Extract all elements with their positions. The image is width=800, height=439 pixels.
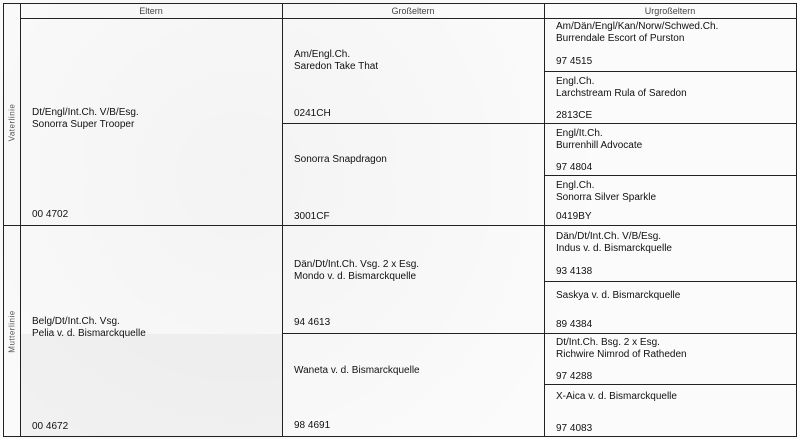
divider-sire-dam (4, 225, 796, 226)
header-eltern: Eltern (20, 4, 282, 19)
gp-reg: 0241CH (294, 108, 331, 119)
sire-titles: Dt/Engl/Int.Ch. V/B/Esg. (32, 107, 139, 118)
dam-reg: 00 4672 (32, 421, 69, 432)
divider-ggp (544, 384, 796, 385)
gp-titles: Am/Engl.Ch. (294, 49, 351, 60)
ggp-name: X-Aica v. d. Bismarckquelle (556, 391, 677, 402)
gp-reg: 98 4691 (294, 420, 331, 431)
header-grosseltern: Großeltern (282, 4, 544, 19)
ggp-name: Sonorra Silver Sparkle (556, 192, 657, 203)
gp-reg: 94 4613 (294, 317, 331, 328)
ggp-reg: 2813CE (556, 110, 593, 121)
ggp-reg: 0419BY (556, 211, 592, 222)
ggp-reg: 97 4083 (556, 423, 593, 434)
ggp-reg: 93 4138 (556, 266, 593, 277)
ggp-reg: 97 4515 (556, 56, 593, 67)
side-label-text: Vaterlinie (7, 103, 17, 141)
gp-name: Sonorra Snapdragon (294, 154, 387, 165)
ggp-titles: Am/Dän/Engl/Kan/Norw/Schwed.Ch. (556, 21, 719, 32)
divider (20, 4, 21, 436)
ggp-titles: Engl.Ch. (556, 180, 595, 191)
divider-ggp (544, 71, 796, 72)
ggp-titles: Engl/It.Ch. (556, 128, 603, 139)
ggp-titles: Engl.Ch. (556, 76, 595, 87)
ggp-reg: 97 4288 (556, 371, 593, 382)
ggp-reg: 89 4384 (556, 319, 593, 330)
ggp-reg: 97 4804 (556, 162, 593, 173)
side-label-bottom (4, 226, 20, 437)
sire-reg: 00 4702 (32, 209, 69, 220)
ggp-titles: Dän/Dt/Int.Ch. V/B/Esg. (556, 231, 662, 242)
sire-name: Sonorra Super Trooper (32, 119, 135, 130)
gp-name: Waneta v. d. Bismarckquelle (294, 365, 420, 376)
divider (544, 4, 545, 436)
ggp-name: Burrenhill Advocate (556, 140, 643, 151)
gp-name: Saredon Take That (294, 61, 379, 72)
ggp-name: Indus v. d. Bismarckquelle (556, 243, 672, 254)
dam-name: Pelia v. d. Bismarckquelle (32, 328, 146, 339)
ggp-name: Richwire Nimrod of Ratheden (556, 349, 687, 360)
header-urgrosseltern: Urgroßeltern (544, 4, 796, 19)
gp-titles: Dän/Dt/Int.Ch. Vsg. 2 x Esg. (294, 259, 420, 270)
ggp-name: Larchstream Rula of Saredon (556, 88, 687, 99)
gp-reg: 3001CF (294, 211, 330, 222)
ggp-name: Saskya v. d. Bismarckquelle (556, 290, 681, 301)
divider-gp (282, 333, 796, 334)
pedigree-table (3, 3, 797, 437)
gp-name: Mondo v. d. Bismarckquelle (294, 271, 417, 282)
ggp-titles: Dt/Int.Ch. Bsg. 2 x Esg. (556, 337, 660, 348)
divider-ggp (544, 175, 796, 176)
divider-gp (282, 123, 796, 124)
divider-ggp (544, 281, 796, 282)
side-label-text: Mutterlinie (7, 310, 17, 353)
ggp-name: Burrendale Escort of Purston (556, 33, 685, 44)
divider (282, 4, 283, 436)
side-label-top (4, 19, 20, 225)
dam-titles: Belg/Dt/Int.Ch. Vsg. (32, 316, 120, 327)
